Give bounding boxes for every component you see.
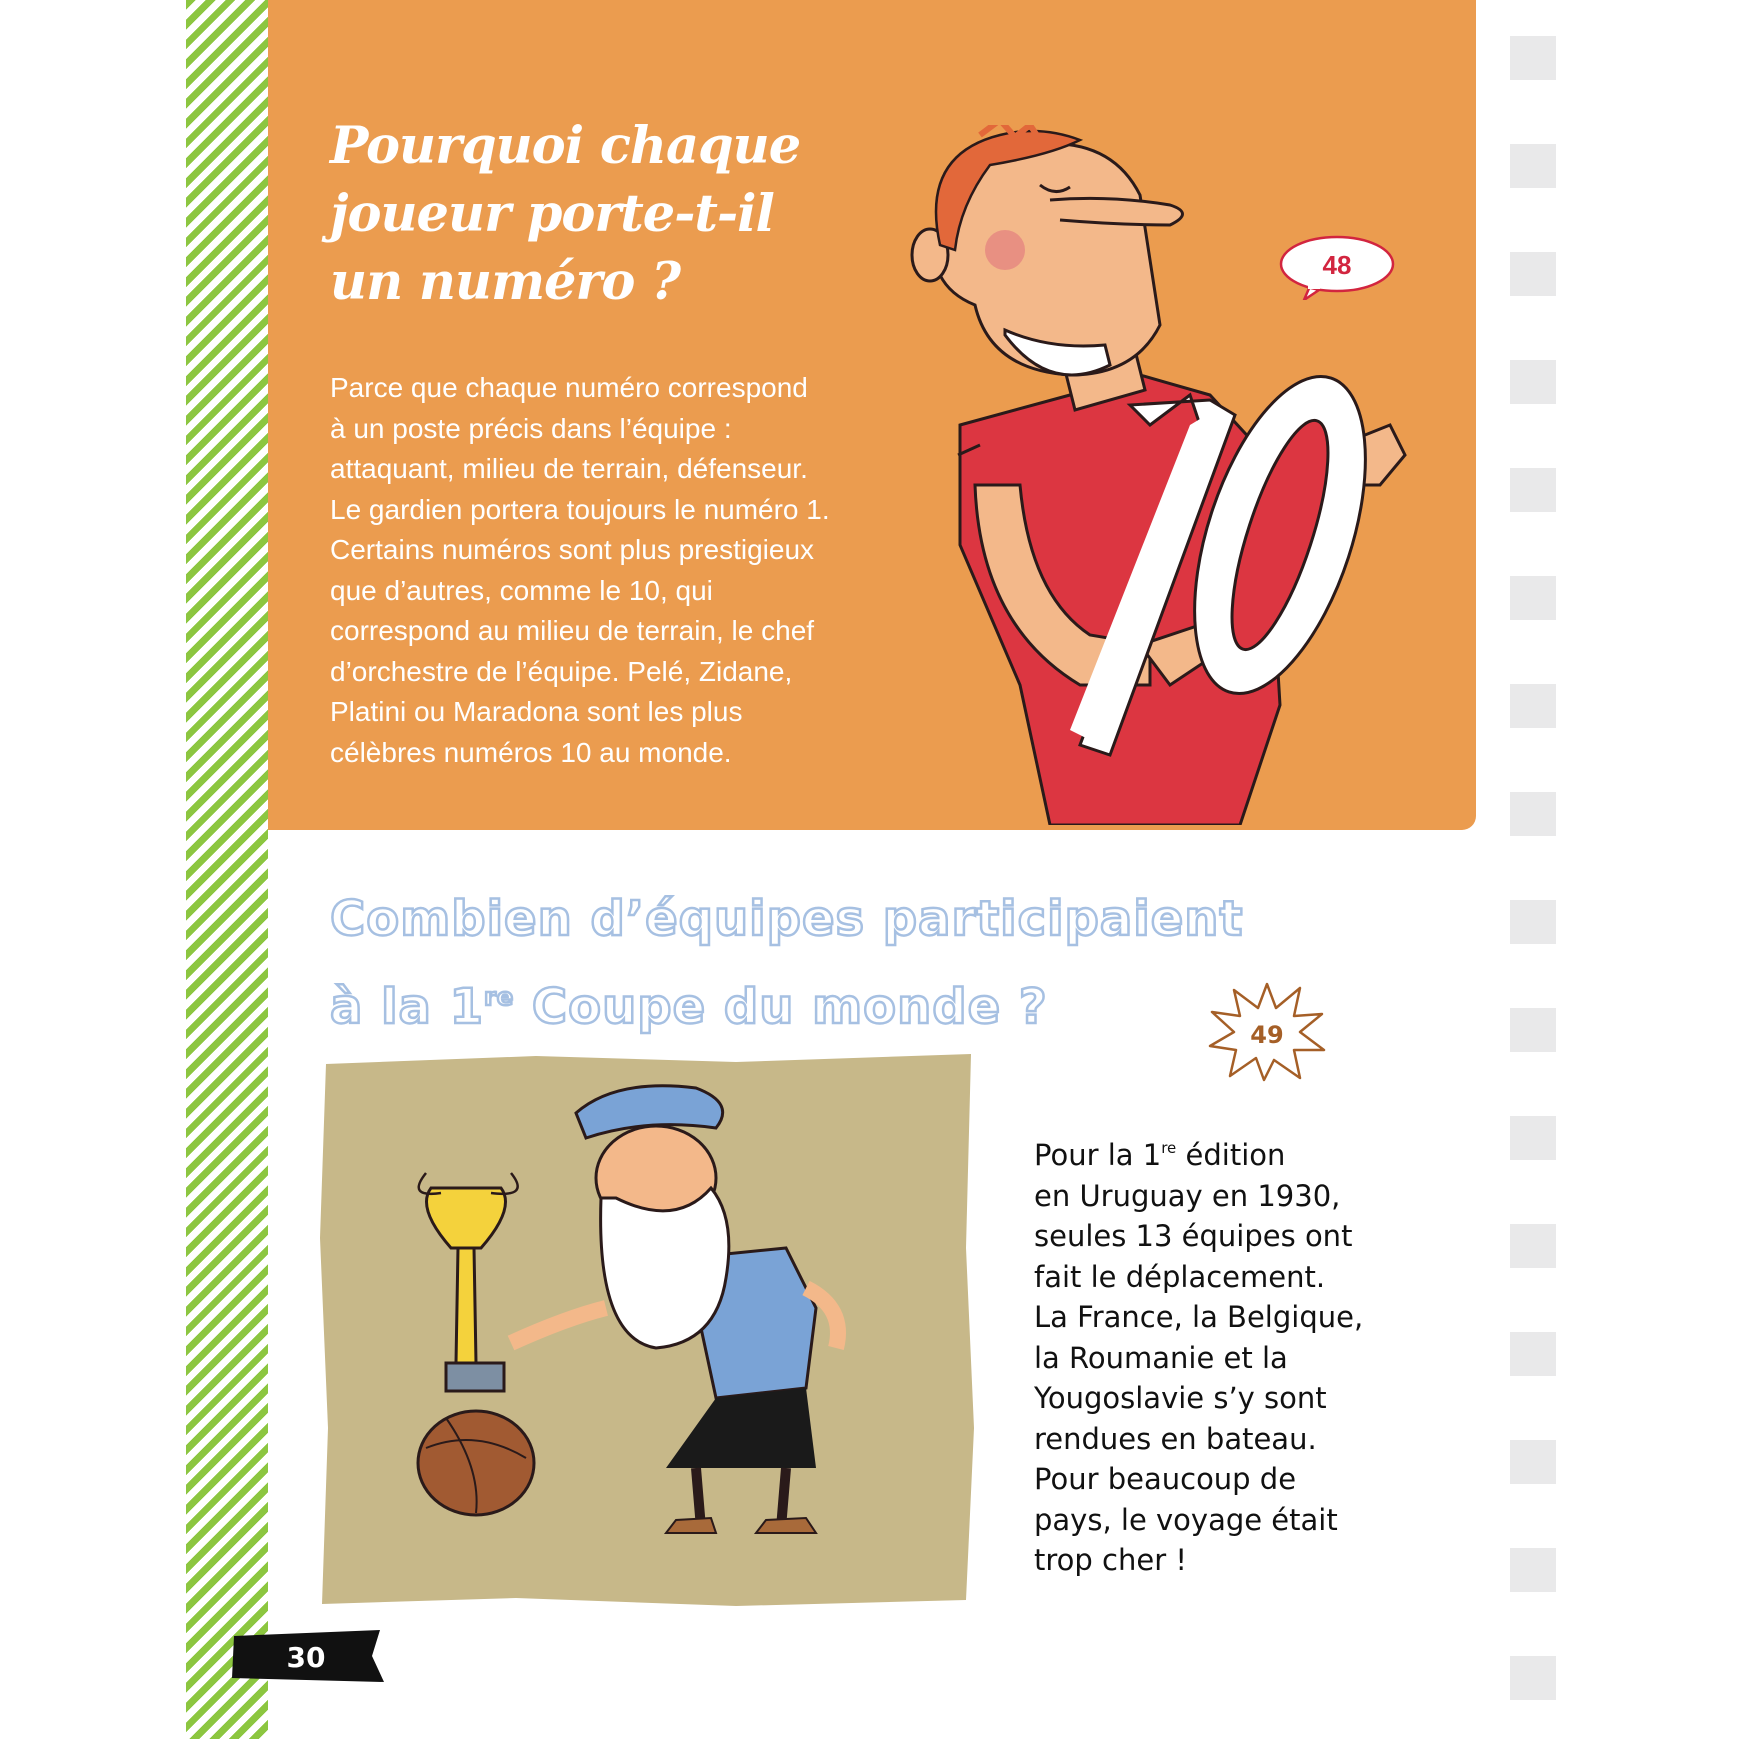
binding-hole (1510, 1548, 1556, 1592)
question-48-answer (330, 368, 920, 773)
green-striped-margin (186, 0, 268, 1739)
answer-line: Parce que chaque numéro correspond (330, 372, 808, 403)
binding-hole (1510, 1440, 1556, 1484)
answer-line: fait le déplacement. (1034, 1259, 1326, 1294)
title-line: joueur porte-t-il (330, 184, 774, 244)
answer-line: attaquant, milieu de terrain, défenseur. (330, 453, 808, 484)
answer-line: rendues en bateau. (1034, 1421, 1317, 1456)
answer-line: célèbres numéros 10 au monde. (330, 736, 732, 768)
answer-line: d’orchestre de l’équipe. Pelé, Zidane, (330, 655, 793, 687)
burst-number: 49 (1250, 1021, 1284, 1049)
answer-line-part: Pour la 1 (1034, 1138, 1162, 1172)
answer-line: Le gardien portera toujours le numéro 1. (330, 493, 830, 525)
question-number-burst-49 (1208, 980, 1326, 1082)
old-man-with-trophy-illustration (316, 1048, 976, 1608)
answer-line: que d’autres, comme le 10, qui (330, 574, 713, 606)
binding-hole (1510, 900, 1556, 944)
question-49-title (330, 880, 1330, 1046)
binding-hole (1510, 1656, 1556, 1700)
page-number: 30 (286, 1641, 326, 1674)
binding-hole (1510, 576, 1556, 620)
answer-line: Platini ou Maradona sont les plus (330, 696, 743, 727)
binding-hole (1510, 360, 1556, 404)
binding-hole (1510, 1116, 1556, 1160)
binding-hole (1510, 1008, 1556, 1052)
ordinal-superscript: re (1161, 1139, 1177, 1157)
question-49-answer (1034, 1128, 1394, 1581)
answer-line: Certains numéros sont plus prestigieux (330, 534, 815, 565)
answer-line: Pour beaucoup de (1034, 1462, 1297, 1496)
answer-line: seules 13 équipes ont (1034, 1219, 1353, 1253)
binding-hole (1510, 1332, 1556, 1376)
answer-line: en Uruguay en 1930, (1034, 1178, 1341, 1213)
title-line: Combien d’équipes participaient (330, 891, 1244, 947)
player-holding-number-illustration (880, 125, 1440, 825)
answer-line-part: édition (1176, 1138, 1286, 1172)
ordinal-superscript: re (484, 983, 515, 1011)
title-line: un numéro ? (330, 252, 681, 312)
binding-hole (1510, 36, 1556, 80)
binding-hole (1510, 792, 1556, 836)
binding-hole (1510, 252, 1556, 296)
bubble-number: 48 (1322, 250, 1352, 280)
page-number-tab (232, 1630, 384, 1682)
binding-hole (1510, 468, 1556, 512)
binding-hole (1510, 1224, 1556, 1268)
answer-line: correspond au milieu de terrain, le chef (330, 615, 815, 646)
title-line: Pourquoi chaque (330, 116, 801, 176)
title-line-part: à la 1 (330, 979, 485, 1035)
binding-hole (1510, 684, 1556, 728)
answer-line: la Roumanie et la (1034, 1340, 1288, 1375)
answer-line: à un poste précis dans l’équipe : (330, 412, 732, 444)
binding-holes (1510, 36, 1556, 1706)
answer-line: Yougoslavie s’y sont (1034, 1381, 1327, 1415)
title-line-part: Coupe du monde ? (514, 979, 1048, 1035)
answer-line: trop cher ! (1034, 1543, 1187, 1577)
binding-hole (1510, 144, 1556, 188)
answer-line: pays, le voyage était (1034, 1502, 1338, 1537)
question-48-title (330, 112, 830, 316)
answer-line: La France, la Belgique, (1034, 1300, 1364, 1334)
